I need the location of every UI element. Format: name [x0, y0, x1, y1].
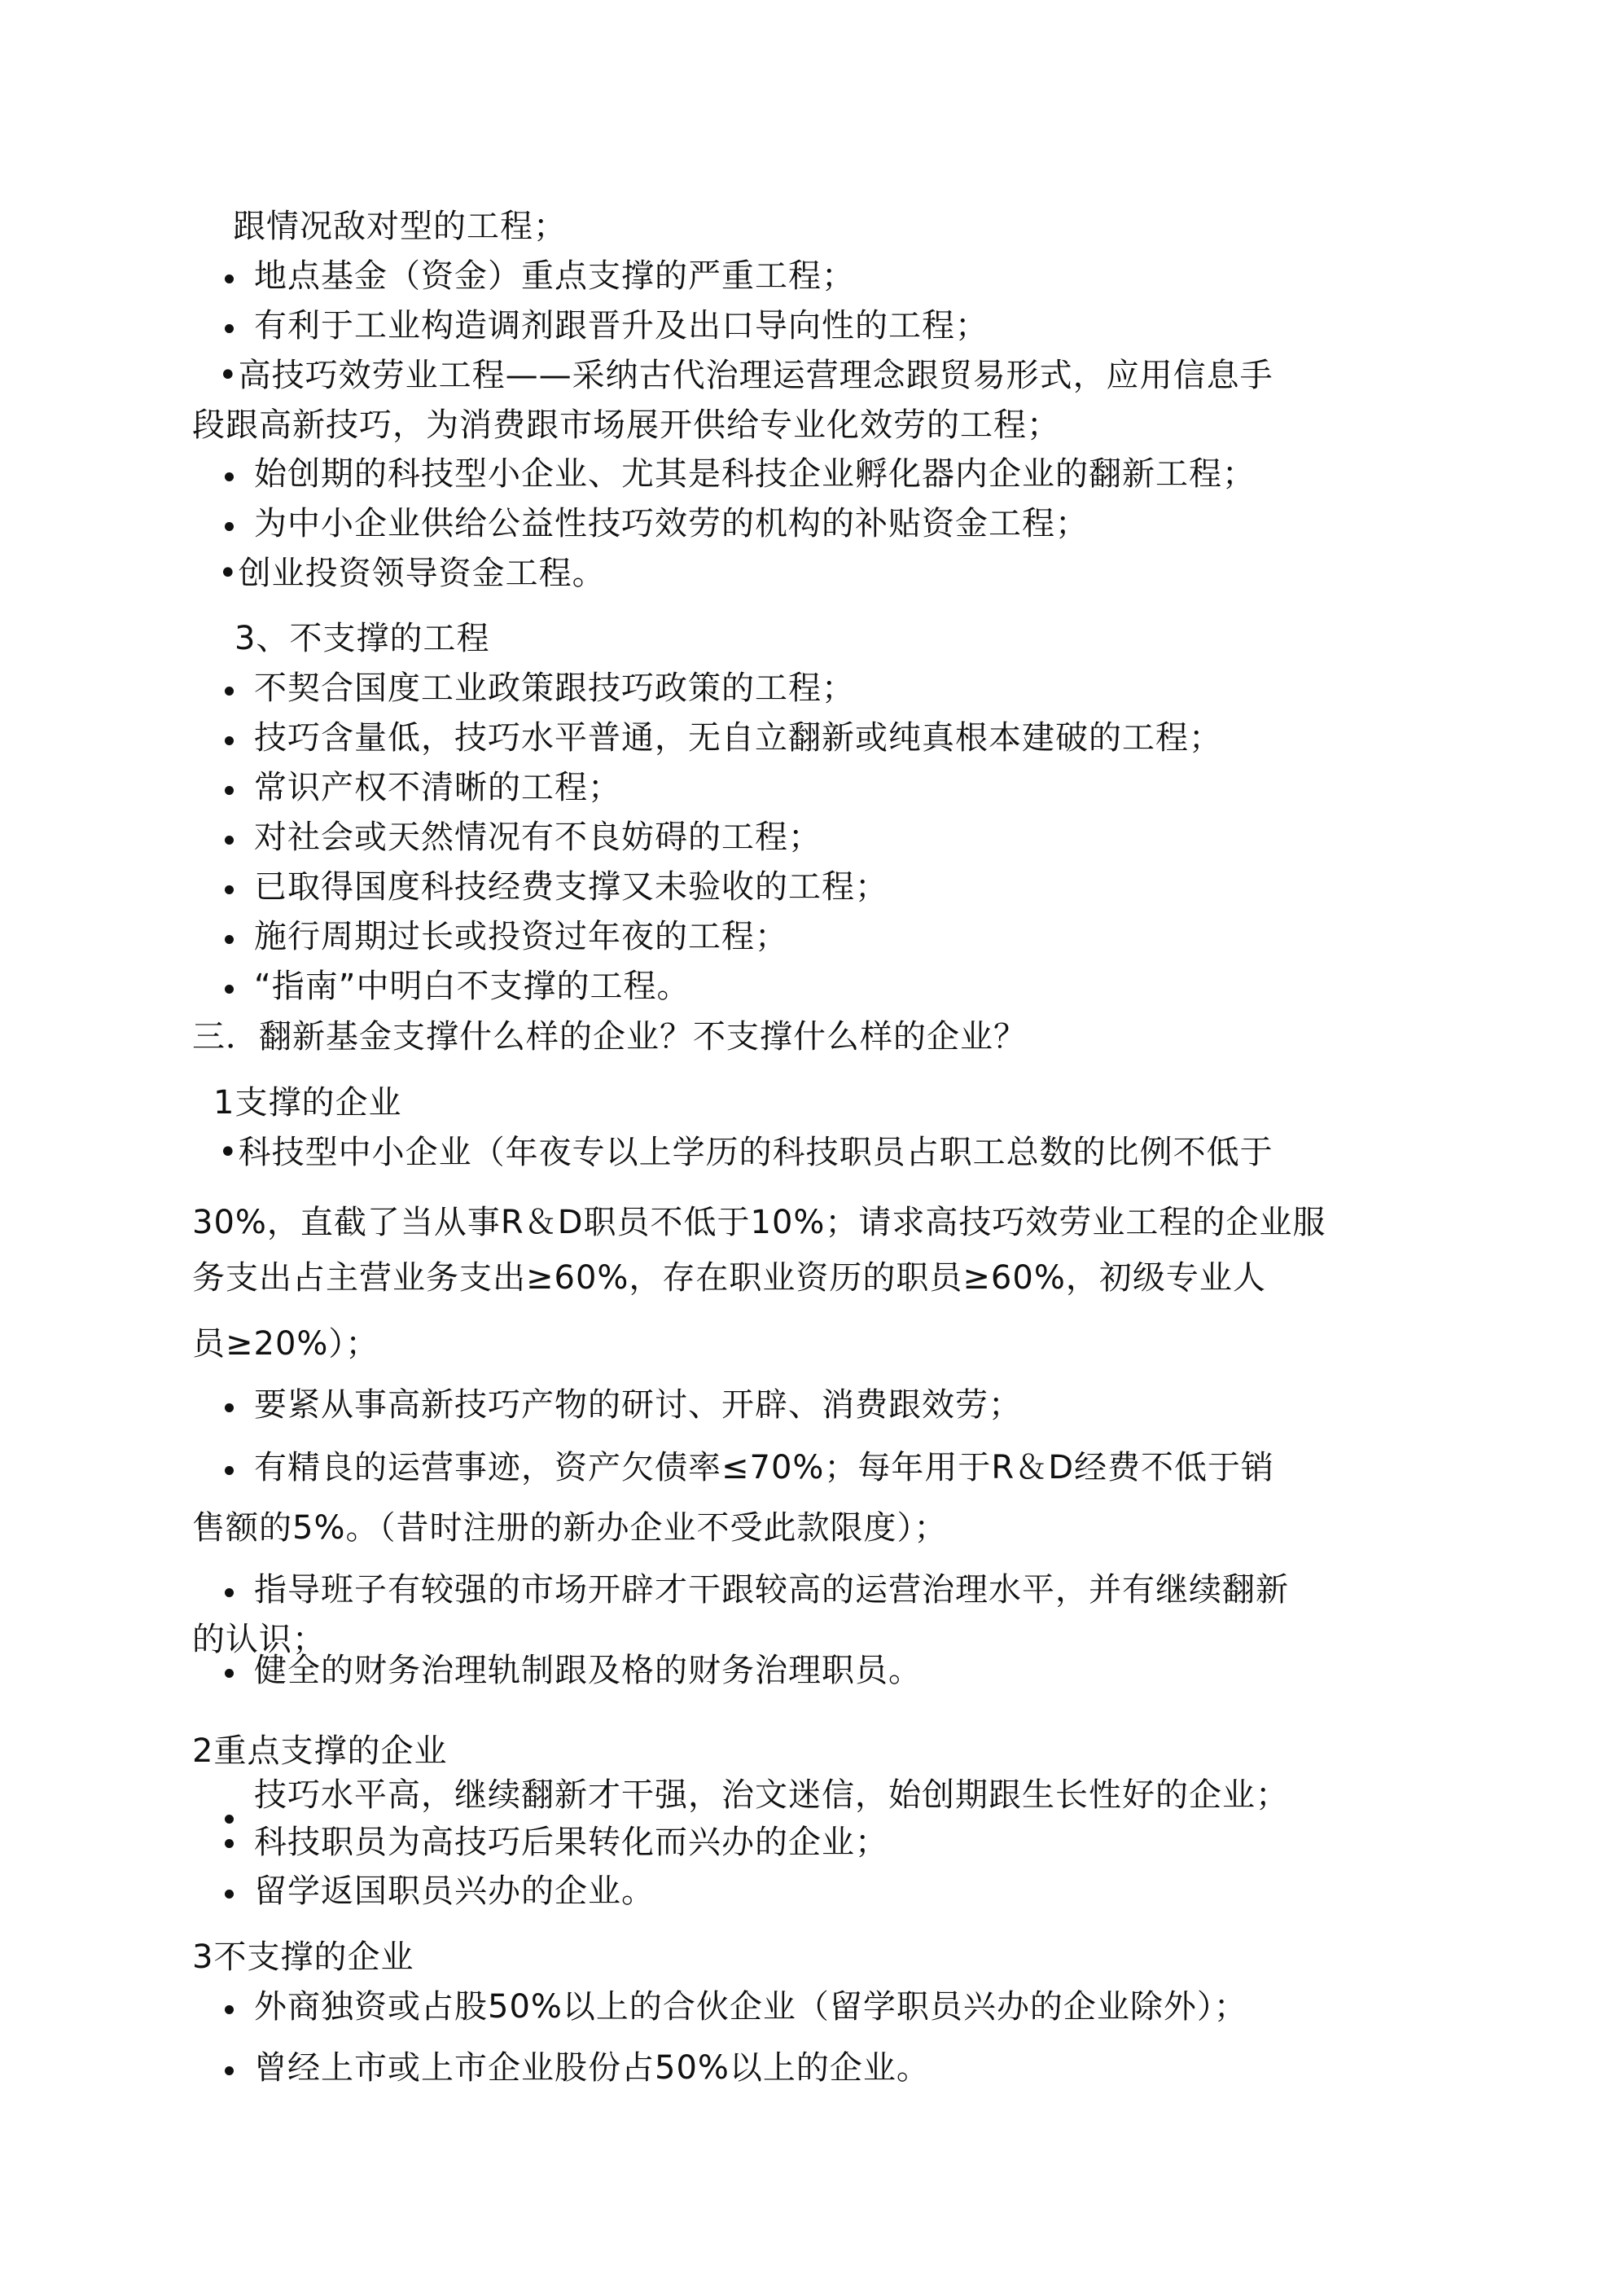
bullet-item: 不契合国度工业政策跟技巧政策的工程；: [254, 669, 855, 707]
bullet-icon: [225, 522, 234, 531]
bullet-icon: [225, 786, 234, 795]
bullet-icon: [225, 885, 234, 894]
text-line: 30%，直截了当从事R＆D职员不低于10%；请求高技巧效劳业工程的企业服: [192, 1204, 1326, 1241]
section-heading: 3不支撑的企业: [192, 1938, 414, 1976]
bullet-icon: [225, 2005, 234, 2014]
bullet-item: 常识产权不清晰的工程；: [254, 769, 621, 806]
bullet-icon: [225, 1669, 234, 1678]
bullet-icon: [225, 836, 234, 845]
bullet-icon: [225, 274, 234, 283]
bullet-icon: [225, 2066, 234, 2075]
bullet-item: “指南”中明白不支撑的工程。: [254, 968, 690, 1005]
bullet-icon: [225, 985, 234, 994]
bullet-item: 健全的财务治理轨制跟及格的财务治理职员。: [254, 1652, 922, 1689]
bullet-item: 有精良的运营事迹，资产欠债率≤70%；每年用于R＆D经费不低于销: [254, 1449, 1275, 1486]
bullet-icon: [225, 472, 234, 481]
bullet-icon: [225, 1466, 234, 1475]
bullet-item: 技巧含量低，技巧水平普通，无自立翻新或纯真根本建破的工程；: [254, 719, 1222, 757]
bullet-item: 有利于工业构造调剂跟晋升及出口导向性的工程；: [254, 307, 989, 345]
text-line: 跟情况敌对型的工程；: [233, 208, 567, 245]
text-line: 务支出占主营业务支出≥60%，存在职业资历的职员≥60%，初级专业人: [192, 1259, 1266, 1297]
bullet-item: 施行周期过长或投资过年夜的工程；: [254, 918, 788, 955]
text-line: 员≥20%）；: [192, 1325, 379, 1363]
bullet-item: 指导班子有较强的市场开辟才干跟较高的运营治理水平，并有继续翻新: [254, 1571, 1289, 1609]
bullet-icon: [225, 736, 234, 745]
text-line: 技巧水平高，继续翻新才干强，治文迷信，始创期跟生长性好的企业；: [254, 1776, 1289, 1814]
text-line: 售额的5%。（昔时注册的新办企业不受此款限度）；: [192, 1509, 948, 1547]
text-line: •科技型中小企业（年夜专以上学历的科技职员占职工总数的比例不低于: [218, 1134, 1273, 1171]
section-heading: 2重点支撑的企业: [192, 1732, 448, 1770]
text-line: •高技巧效劳业工程——采纳古代治理运营理念跟贸易形式，应用信息手: [218, 357, 1273, 394]
bullet-icon: [225, 1403, 234, 1412]
bullet-icon: [225, 1815, 234, 1824]
bullet-icon: [225, 1890, 234, 1899]
bullet-icon: [225, 935, 234, 944]
bullet-item: 留学返国职员兴办的企业。: [254, 1872, 655, 1910]
bullet-item: 要紧从事高新技巧产物的研讨、开辟、消费跟效劳；: [254, 1386, 1022, 1424]
bullet-item: 外商独资或占股50%以上的合伙企业（留学职员兴办的企业除外）；: [254, 1988, 1247, 2026]
bullet-icon: [225, 1839, 234, 1848]
text-line: 段跟高新技巧，为消费跟市场展开供给专业化效劳的工程；: [192, 406, 1060, 444]
bullet-icon: [225, 687, 234, 696]
bullet-icon: [225, 324, 234, 333]
section-heading: 1支撑的企业: [213, 1084, 402, 1122]
bullet-item: 为中小企业供给公益性技巧效劳的机构的补贴资金工程；: [254, 505, 1089, 542]
bullet-item: 地点基金（资金）重点支撑的严重工程；: [254, 257, 855, 295]
bullet-item: 对社会或天然情况有不良妨碍的工程；: [254, 819, 822, 856]
bullet-item: 已取得国度科技经费支撑又未验收的工程；: [254, 868, 888, 906]
section-heading: 三．翻新基金支撑什么样的企业？不支撑什么样的企业？: [192, 1018, 1027, 1056]
text-line: •创业投资领导资金工程。: [218, 555, 606, 592]
bullet-icon: [225, 1588, 234, 1597]
bullet-item: 曾经上市或上市企业股份占50%以上的企业。: [254, 2049, 930, 2087]
section-heading: 3、不支撑的工程: [235, 620, 490, 657]
bullet-item: 科技职员为高技巧后果转化而兴办的企业；: [254, 1824, 888, 1861]
bullet-item: 始创期的科技型小企业、尤其是科技企业孵化器内企业的翻新工程；: [254, 455, 1256, 493]
text-line: 的认识；: [192, 1621, 326, 1658]
